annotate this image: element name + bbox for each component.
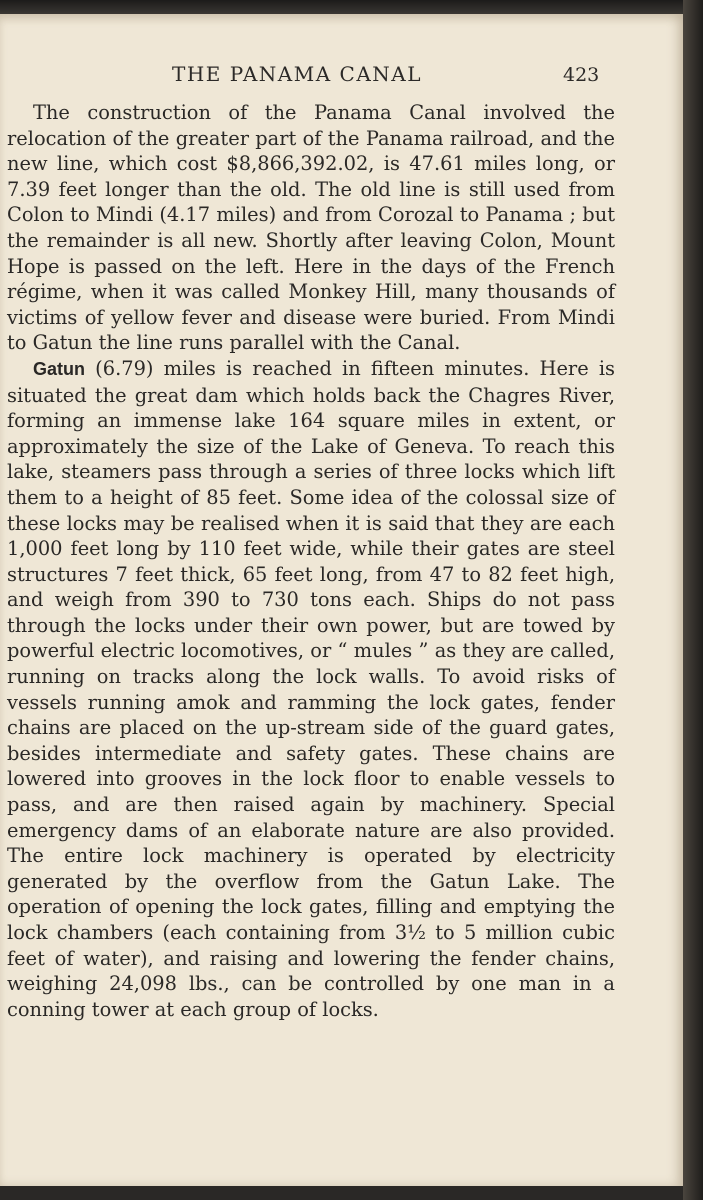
gatun-heading: Gatun [33,358,85,379]
body-text [7,100,615,1022]
running-title: THE PANAMA CANAL [172,62,422,86]
scan-edge-right [683,0,703,1200]
running-head [0,62,683,92]
page-number: 423 [563,64,600,86]
paragraph-gatun-text: (6.79) miles is reached in fifteen minutes. Here is situated the great dam which holds back the Chagres River, forming an immense lake 164 square miles in extent, or approximately the size of the Lake of Geneva. To reach this lake, steamers pass through a series of three locks which lift them to a height of 85 feet. Some idea of the colossal size of these locks may be realised when it is said that they are each 1,000 feet long by 110 feet wide, while their gates are steel structures 7 feet thick, 65 feet long, from 47 to 82 feet high, and weigh from 390 to 730 tons each. Ships do not pass through the locks under their own power, but are towed by powerful electric locomotives, or “ mules ” as they are called, running on tracks along the lock walls. To avoid risks of vessels running amok and ramming the lock gates, fender chains are placed on the up-stream side of the guard gates, besides intermediate and safety gates. These chains are lowered into grooves in the lock floor to enable vessels to pass, and are then raised again by machinery. Special emergency dams of an elaborate nature are also provided. The entire lock machinery is operated by electricity generated by the overflow from the Gatun Lake. The operation of opening the lock gates, filling and emptying the lock chambers (each containing from 3½ to 5 million cubic feet of water), and raising and lowering the fender chains, weighing 24,098 lbs., can be controlled by one man in a conning tower at each group of locks. [7,356,615,1021]
scan-edge-top [0,0,703,14]
book-page [0,14,683,1186]
paragraph-railroad: The construction of the Panama Canal involved the relocation of the greater part of the Panama railroad, and the new line, which cost $8,866,392.02, is 47.61 miles long, or 7.39 feet longer than the old. The old line is still used from Colon to Mindi (4.17 miles) and from Corozal to Panama ; but the remainder is all new. Shortly after leaving Colon, Mount Hope is passed on the left. Here in the days of the French régime, when it was called Monkey Hill, many thousands of victims of yellow fever and disease were buried. From Mindi to Gatun the line runs parallel with the Canal. [7,101,615,355]
paragraph-gatun [7,356,615,1022]
